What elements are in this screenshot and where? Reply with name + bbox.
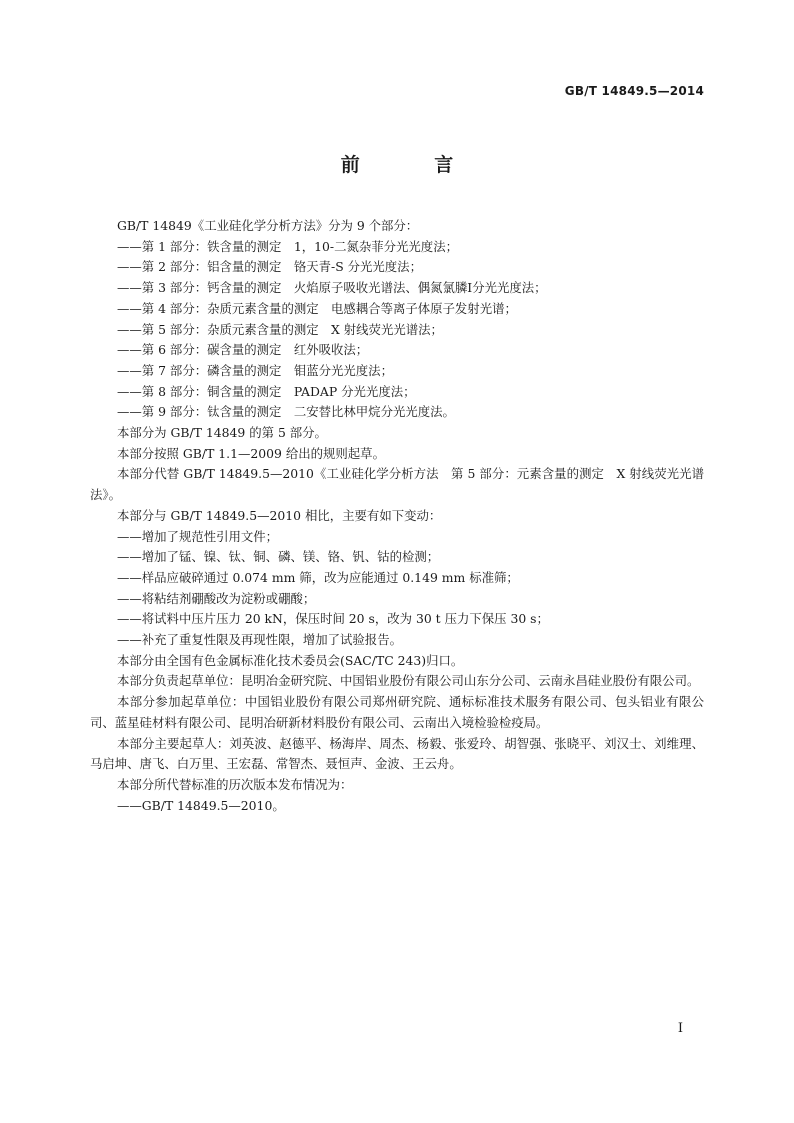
part-list-item: ——第 5 部分：杂质元素含量的测定 X 射线荧光光谱法； [117, 321, 443, 337]
intro-paragraph: GB/T 14849《工业硅化学分析方法》分为 9 个部分： [117, 218, 419, 233]
change-list-item: ——增加了规范性引用文件； [117, 528, 279, 544]
change-list-item: ——样品应破碎通过 0.074 mm 筛，改为应能通过 0.149 mm 标准筛； [117, 569, 519, 585]
part-list-item: ——第 1 部分：铁含量的测定 1，10-二氮杂菲分光光度法； [117, 238, 458, 254]
paragraph-drafting-rules: 本部分按照 GB/T 1.1—2009 给出的规则起草。 [117, 445, 385, 461]
page-number: Ⅰ [677, 1021, 683, 1036]
standard-number: GB/T 14849.5—2014 [564, 84, 704, 98]
part-list-item: ——第 9 部分：钛含量的测定 二安替比林甲烷分光光度法。 [117, 404, 455, 420]
history-list-item: ——GB/T 14849.5—2010。 [117, 797, 285, 813]
paragraph-lead-drafters: 本部分负责起草单位：昆明冶金研究院、中国铝业股份有限公司山东分公司、云南永昌硅业股份有限公司。 [117, 673, 700, 689]
paragraph-participating-drafters: 本部分参加起草单位：中国铝业股份有限公司郑州研究院、通标标准技术服务有限公司、包头铝业有限公司、蓝星硅材料有限公司、昆明冶研新材料股份有限公司、云南出入境检验检疫局。 [90, 694, 704, 730]
page-title: 前 言 [340, 154, 488, 176]
change-list-item: ——将试料中压片压力 20 kN，保压时间 20 s，改为 30 t 压力下保压 30 s； [117, 611, 549, 627]
part-list-item: ——第 6 部分：碳含量的测定 红外吸收法； [117, 342, 369, 358]
paragraph-committee: 本部分由全国有色金属标准化技术委员会(SAC/TC 243)归口。 [117, 652, 464, 668]
foreword-body [90, 216, 704, 816]
part-list-item: ——第 7 部分：磷含量的测定 钼蓝分光光度法； [117, 362, 393, 378]
paragraph-history-intro: 本部分所代替标准的历次版本发布情况为： [117, 776, 353, 792]
change-list-item: ——补充了重复性限及再现性限，增加了试验报告。 [117, 632, 402, 648]
paragraph-main-authors: 本部分主要起草人：刘英波、赵德平、杨海岸、周杰、杨毅、张爱玲、胡智强、张晓平、刘汉士、刘维理、马启坤、唐飞、白万里、王宏磊、常智杰、聂恒声、金波、王云舟。 [90, 735, 704, 772]
paragraph-changes-intro: 本部分与 GB/T 14849.5—2010 相比，主要有如下变动： [117, 507, 442, 523]
part-list-item: ——第 8 部分：铜含量的测定 PADAP 分光光度法； [117, 383, 416, 399]
change-list-item: ——增加了锰、镍、钛、铜、磷、镁、铬、钒、钴的检测； [117, 549, 440, 565]
paragraph-part-number: 本部分为 GB/T 14849 的第 5 部分。 [117, 425, 327, 441]
paragraph-replaces: 本部分代替 GB/T 14849.5—2010《工业硅化学分析方法 第 5 部分：元素含量的测定 X 射线荧光光谱法》。 [90, 466, 704, 503]
change-list-item: ——将粘结剂硼酸改为淀粉或硼酸； [117, 590, 316, 606]
part-list-item: ——第 2 部分：铝含量的测定 铬天青-S 分光光度法； [117, 259, 422, 275]
part-list-item: ——第 4 部分：杂质元素含量的测定 电感耦合等离子体原子发射光谱； [117, 300, 517, 316]
part-list-item: ——第 3 部分：钙含量的测定 火焰原子吸收光谱法、偶氮氯膦Ⅰ分光光度法； [117, 280, 547, 296]
